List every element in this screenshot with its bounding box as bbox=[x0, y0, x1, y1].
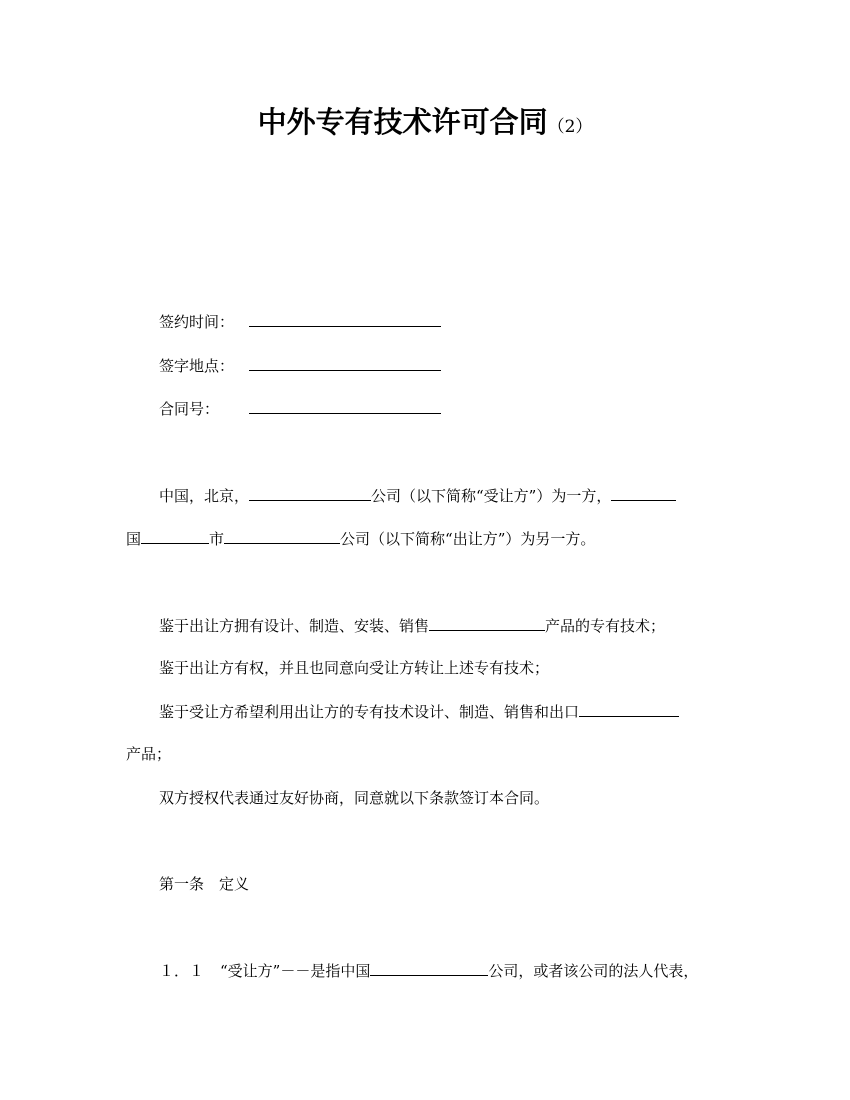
recital-4: 双方授权代表通过友好协商，同意就以下条款签订本合同。 bbox=[159, 789, 550, 807]
text: 国 bbox=[126, 530, 142, 548]
text: 公司（以下简称“出让方”）为另一方。 bbox=[340, 530, 596, 548]
blank bbox=[370, 960, 488, 976]
field-contract-no bbox=[159, 398, 441, 419]
field-signing-time bbox=[159, 311, 441, 332]
clause-number: １．１ bbox=[159, 962, 205, 980]
field-label: 合同号： bbox=[159, 400, 220, 418]
signing-time-blank bbox=[249, 311, 441, 327]
article-1-heading: 第一条 定义 bbox=[159, 875, 250, 893]
document-title bbox=[0, 100, 850, 141]
blank bbox=[429, 615, 545, 631]
blank bbox=[224, 528, 340, 544]
recital-1 bbox=[159, 615, 665, 636]
signing-place-blank bbox=[249, 355, 441, 371]
field-signing-place bbox=[159, 355, 441, 376]
field-label: 签字地点： bbox=[159, 357, 235, 375]
text: 鉴于出让方拥有设计、制造、安装、销售 bbox=[159, 617, 430, 635]
text: 产品的专有技术； bbox=[545, 617, 666, 635]
clause-1-1 bbox=[159, 960, 698, 981]
recital-3 bbox=[159, 701, 679, 722]
parties-line-2 bbox=[126, 528, 595, 549]
recital-2: 鉴于出让方有权，并且也同意向受让方转让上述专有技术； bbox=[159, 659, 550, 677]
text: “受让方”－－是指中国 bbox=[220, 962, 371, 980]
contract-no-blank bbox=[249, 398, 441, 414]
parties-line-1 bbox=[159, 485, 676, 506]
text: 市 bbox=[209, 530, 225, 548]
recital-3-cont: 产品； bbox=[126, 745, 172, 763]
text: 公司（以下简称“受让方”）为一方， bbox=[371, 487, 612, 505]
text: 中国，北京， bbox=[159, 487, 250, 505]
blank bbox=[611, 485, 676, 501]
blank bbox=[141, 528, 209, 544]
text: 公司，或者该公司的法人代表， bbox=[488, 962, 699, 980]
field-label: 签约时间： bbox=[159, 313, 235, 331]
title-suffix: （2） bbox=[547, 117, 593, 137]
blank bbox=[249, 485, 371, 501]
blank bbox=[579, 701, 679, 717]
text: 鉴于受让方希望利用出让方的专有技术设计、制造、销售和出口 bbox=[159, 703, 580, 721]
title-main: 中外专有技术许可合同 bbox=[257, 105, 548, 139]
